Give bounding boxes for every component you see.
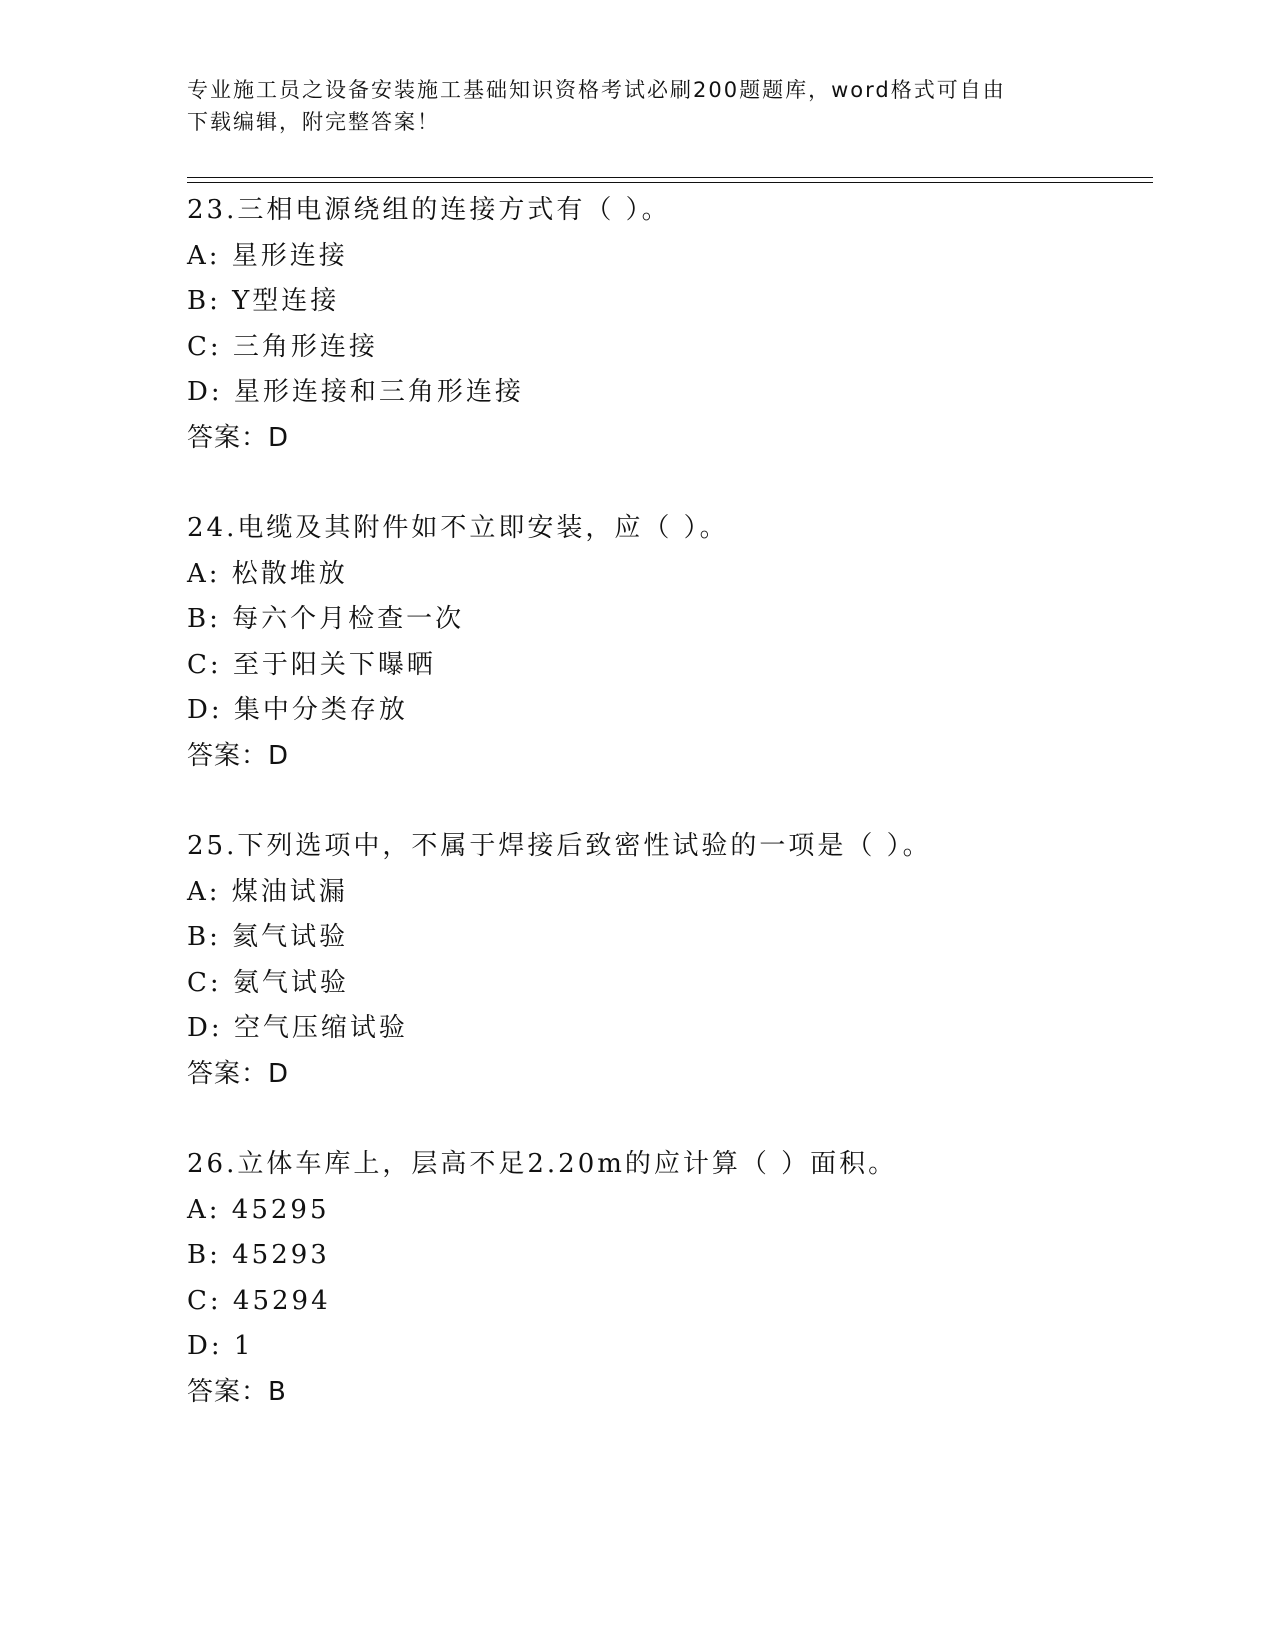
option-b: B: 45293 (187, 1240, 330, 1270)
option-d: D: 空气压缩试验 (187, 1013, 408, 1043)
question-25 (187, 824, 1153, 1142)
option-a: A: 松散堆放 (187, 558, 348, 589)
option-a: A: 45295 (187, 1194, 330, 1225)
option-d: D: 集中分类存放 (187, 695, 408, 725)
option-b: B: 每六个月检查一次 (187, 604, 465, 634)
question-24 (187, 506, 1153, 824)
answer: 答案：D (187, 1058, 290, 1089)
question-stem: 26.立体车库上，层高不足2.20m的应计算（ ）面积。 (187, 1149, 898, 1179)
answer: 答案：D (187, 740, 290, 771)
question-stem: 23.三相电源绕组的连接方式有（ ）。 (187, 195, 671, 225)
question-stem: 24.电缆及其附件如不立即安装，应（ ）。 (187, 513, 729, 543)
option-a: A: 煤油试漏 (187, 876, 348, 907)
question-26 (187, 1142, 1153, 1460)
option-b: B: Y型连接 (187, 286, 340, 316)
option-c: C: 45294 (187, 1285, 331, 1316)
header-line-1: 专业施工员之设备安装施工基础知识资格考试必刷200题题库，word格式可自由 (187, 78, 1006, 102)
option-b: B: 氦气试验 (187, 922, 349, 952)
question-stem: 25.下列选项中，不属于焊接后致密性试验的一项是（ ）。 (187, 831, 932, 861)
option-c: C: 氨气试验 (187, 967, 349, 998)
question-23 (187, 188, 1153, 506)
question-list (187, 188, 1153, 1460)
header-line-2: 下载编辑，附完整答案！ (187, 110, 440, 134)
header-divider-top (187, 177, 1153, 178)
option-c: C: 三角形连接 (187, 331, 378, 362)
option-a: A: 星形连接 (187, 240, 348, 271)
option-c: C: 至于阳关下曝晒 (187, 649, 436, 680)
option-d: D: 星形连接和三角形连接 (187, 377, 524, 407)
answer: 答案：D (187, 422, 290, 453)
header-divider-bottom (187, 182, 1153, 183)
document-header (187, 74, 1067, 138)
answer: 答案：B (187, 1376, 287, 1407)
option-d: D: 1 (187, 1331, 254, 1361)
